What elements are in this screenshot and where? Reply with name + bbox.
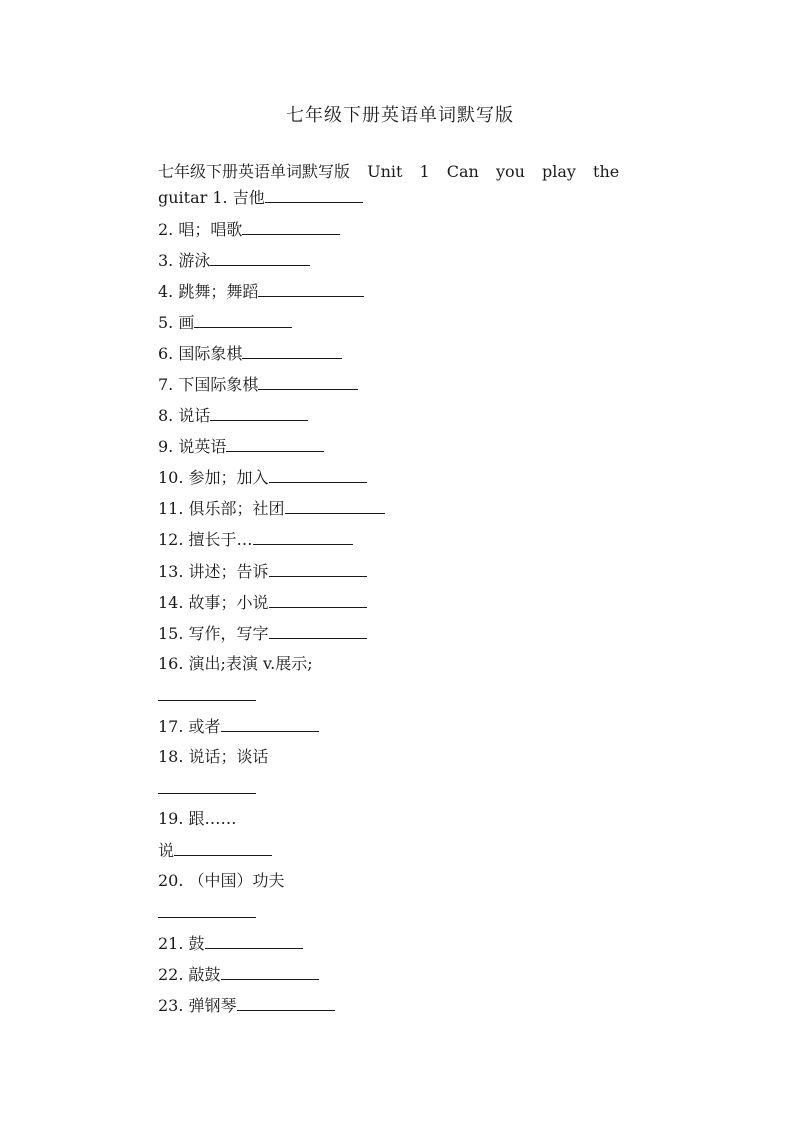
item-1-text: guitar 1. 吉他 [158,188,265,207]
item-text: 18. 说话；谈话 [158,747,269,766]
item-23-line [158,994,335,1016]
item-text: 4. 跳舞；舞蹈 [158,282,259,301]
answer-blank[interactable] [258,373,358,390]
answer-blank[interactable] [226,435,324,452]
item-11-line [158,497,385,519]
answer-blank[interactable] [210,404,308,421]
item-text: 17. 或者 [158,717,221,736]
answer-blank[interactable] [210,249,310,266]
item-15-line [158,622,367,644]
item-text: 6. 国际象棋 [158,344,243,363]
item-10-line [158,466,367,488]
item-19-cont-line [158,839,272,861]
intro-paragraph [158,158,638,185]
answer-blank[interactable] [258,280,364,297]
answer-blank[interactable] [221,715,319,732]
answer-blank[interactable] [205,932,303,949]
item-text: 3. 游泳 [158,251,211,270]
item-text: 22. 敲鼓 [158,965,221,984]
answer-blank[interactable] [174,839,272,856]
item-1-line [158,186,363,208]
item-14-line [158,591,367,613]
answer-blank[interactable] [269,591,367,608]
item-18-blank-line [158,777,256,799]
item-text: 5. 画 [158,313,195,332]
intro-line-1: 七年级下册英语单词默写版 Unit 1 Can you play the [158,162,620,181]
item-text: 13. 讲述；告诉 [158,562,269,581]
item-22-line [158,963,319,985]
item-text: 19. 跟…… [158,809,237,828]
answer-blank[interactable] [242,218,340,235]
item-9-line [158,435,324,457]
item-4-line [158,280,364,302]
item-8-line [158,404,308,426]
item-17-line [158,715,319,737]
item-text: 7. 下国际象棋 [158,375,259,394]
answer-blank[interactable] [269,466,367,483]
item-5-line [158,311,292,333]
page-title: 七年级下册英语单词默写版 [286,105,514,126]
item-text: 16. 演出;表演 v.展示; [158,654,313,673]
answer-blank[interactable] [253,528,353,545]
item-text: 10. 参加；加入 [158,468,269,487]
item-text: 20. （中国）功夫 [158,871,285,890]
item-text: 14. 故事；小说 [158,593,269,612]
answer-blank[interactable] [285,497,385,514]
answer-blank[interactable] [158,684,256,701]
item-19-line [158,808,237,830]
answer-blank[interactable] [242,342,342,359]
item-18-line [158,746,269,768]
item-12-line [158,528,353,550]
answer-blank[interactable] [194,311,292,328]
item-text: 12. 擅长于… [158,530,253,549]
item-text: 11. 俱乐部；社团 [158,499,285,518]
answer-blank[interactable] [158,777,256,794]
item-text: 说 [158,841,175,860]
item-6-line [158,342,342,364]
answer-blank[interactable] [265,186,363,203]
item-text: 15. 写作，写字 [158,624,269,643]
answer-blank[interactable] [269,622,367,639]
item-20-line [158,870,285,892]
item-13-line [158,560,367,582]
item-text: 21. 鼓 [158,934,205,953]
item-16-blank-line [158,684,256,706]
answer-blank[interactable] [269,560,367,577]
item-2-line [158,218,340,240]
answer-blank[interactable] [158,901,256,918]
item-3-line [158,249,310,271]
item-text: 8. 说话 [158,406,211,425]
answer-blank[interactable] [237,994,335,1011]
item-7-line [158,373,358,395]
item-text: 2. 唱；唱歌 [158,220,243,239]
item-text: 23. 弹钢琴 [158,996,237,1015]
item-20-blank-line [158,901,256,923]
answer-blank[interactable] [221,963,319,980]
item-text: 9. 说英语 [158,437,227,456]
item-21-line [158,932,303,954]
item-16-line [158,653,313,675]
